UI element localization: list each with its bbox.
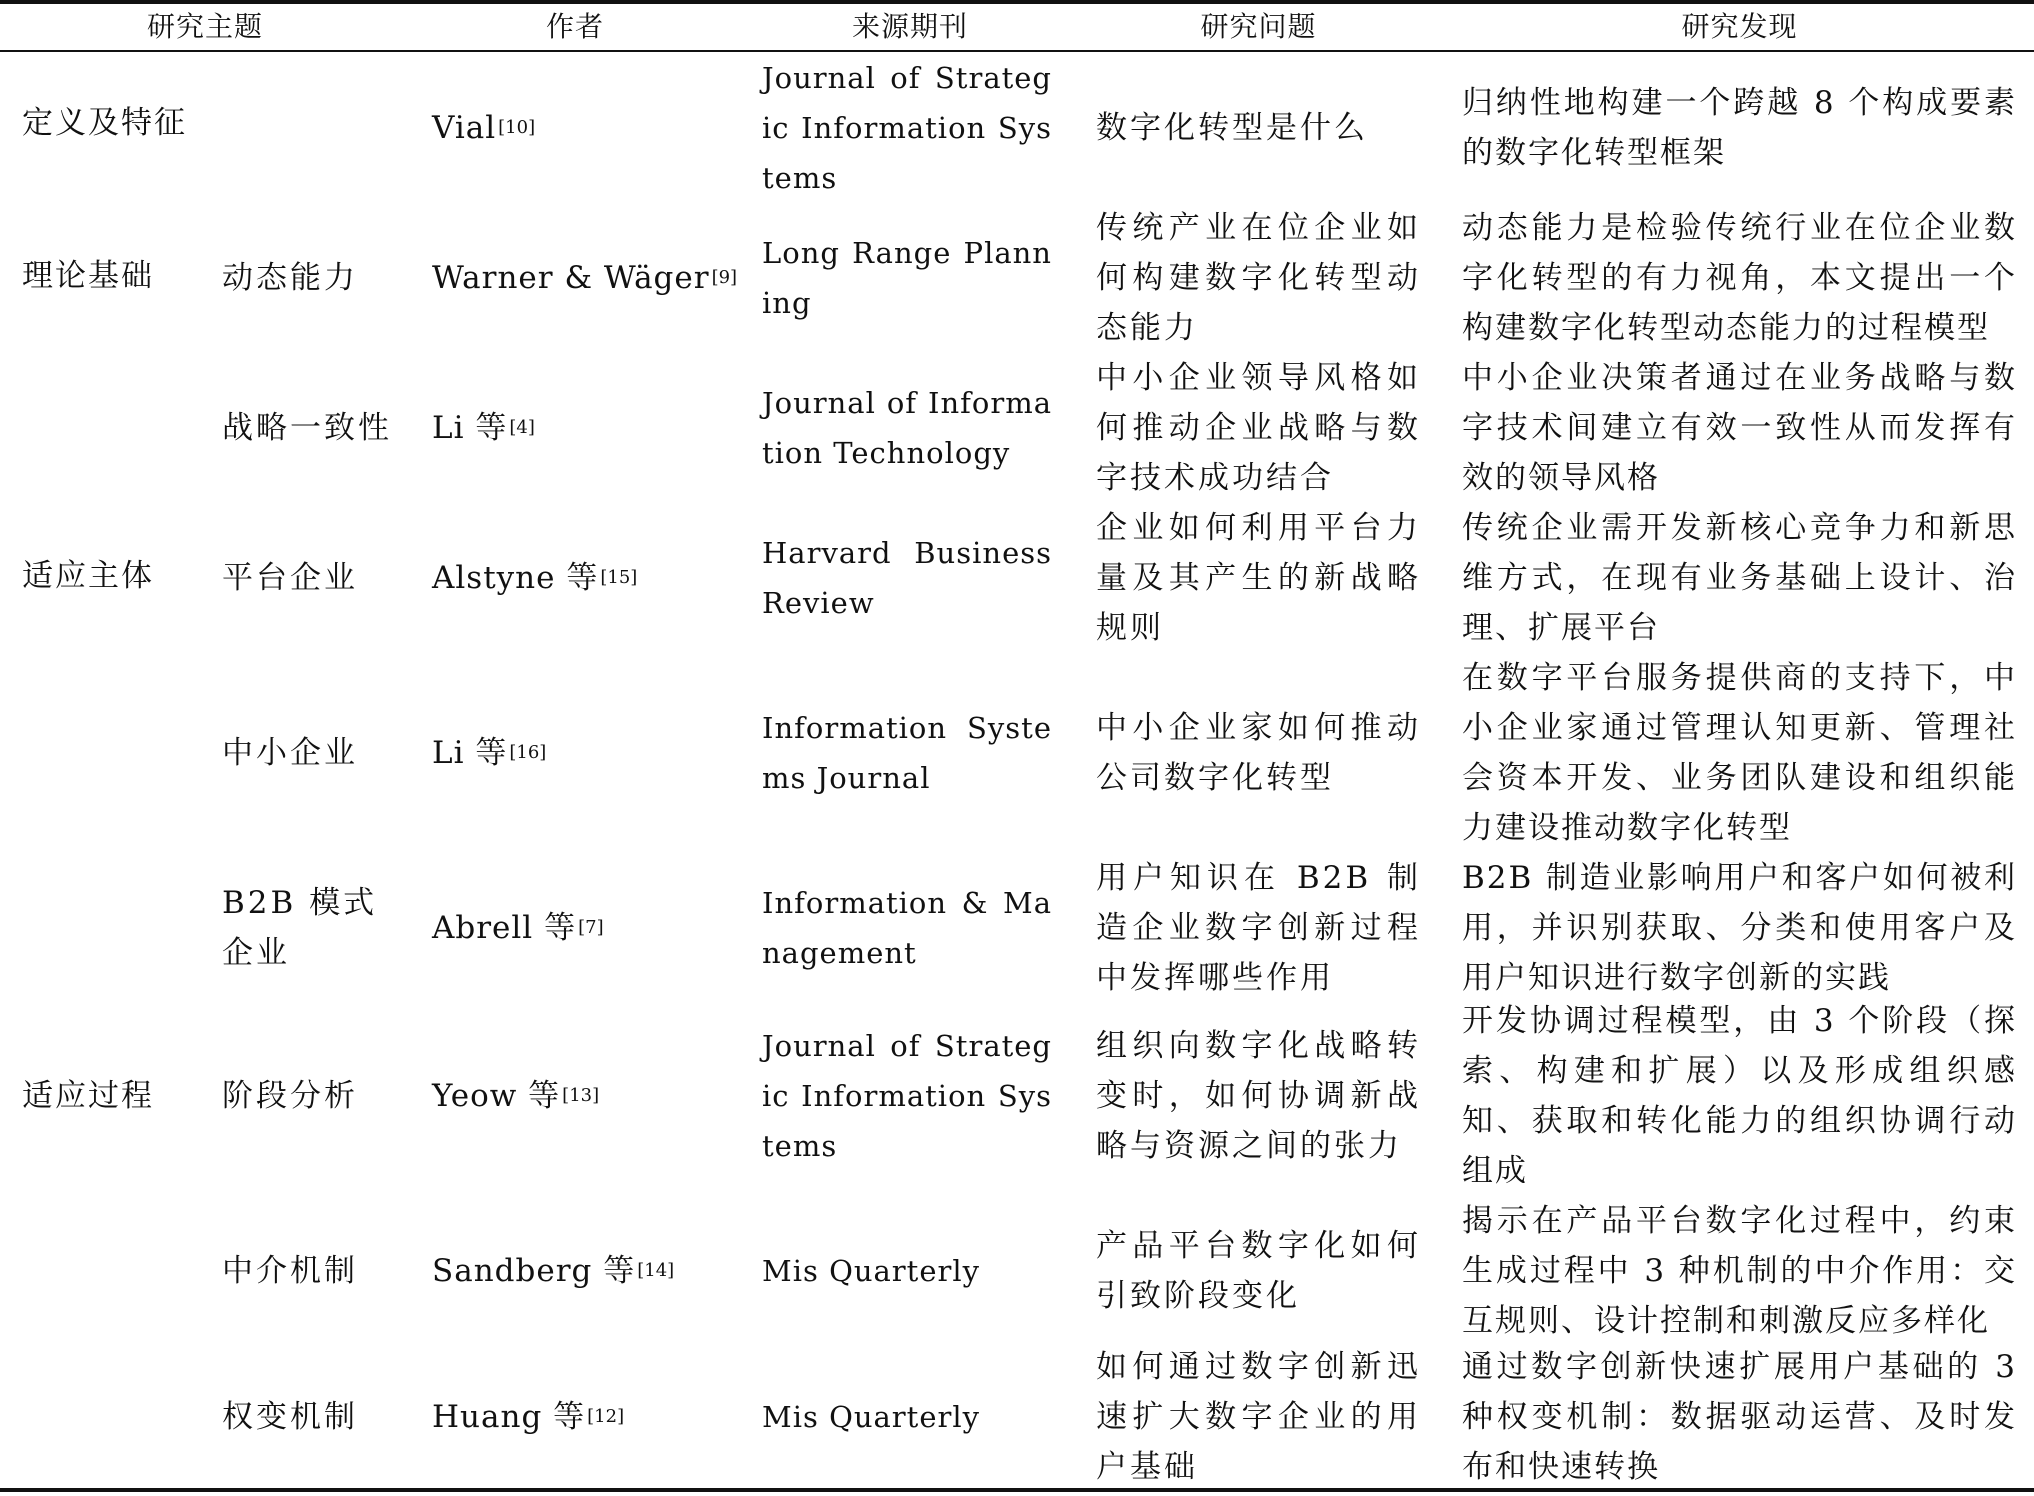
author-name: Li 等: [432, 410, 508, 446]
header-question: 研究问题: [1200, 10, 1317, 43]
author-name: Vial: [432, 110, 497, 146]
citation-ref: [15]: [600, 567, 638, 588]
group-label-theory: 理论基础: [22, 258, 154, 294]
table-row-2-question: 中小企业领导风格如何推动企业战略与数字技术成功结合: [1096, 360, 1421, 496]
table-row-8-source: Mis Quarterly: [762, 1400, 981, 1434]
table-row-5-subtheme: B2B 模式企业: [222, 885, 378, 971]
table-row-1-subtheme: 动态能力: [222, 260, 358, 296]
author-name: Abrell 等: [432, 910, 577, 946]
table-row-4-finding: 在数字平台服务提供商的支持下，中小企业家通过管理认知更新、管理社会资本开发、业务团队建设和组织能力建设推动数字化转型: [1462, 660, 2017, 846]
table-row-6-finding: 开发协调过程模型，由 3 个阶段（探索、构建和扩展）以及形成组织感知、获取和转化能力的组织协调行动组成: [1462, 1003, 2017, 1189]
header-source: 来源期刊: [851, 10, 968, 43]
table-row-0-source: Journal of Strategic Information Systems: [762, 61, 1052, 195]
table-row-5-source: Information & Management: [762, 886, 1052, 970]
table-row-4-source: Information Systems Journal: [762, 711, 1052, 795]
table-row-0-finding: 归纳性地构建一个跨越 8 个构成要素的数字化转型框架: [1462, 85, 2017, 171]
author-name: Huang 等: [432, 1399, 586, 1435]
table-row-5-author: [432, 853, 752, 1003]
table-row-6-source: Journal of Strategic Information Systems: [762, 1029, 1052, 1163]
table-row-0-author: [432, 53, 752, 203]
group-label-process: 适应过程: [22, 1078, 154, 1114]
group-label-definition: 定义及特征: [22, 105, 187, 141]
citation-ref: [13]: [562, 1085, 600, 1106]
table-row-3-source: Harvard Business Review: [762, 536, 1052, 620]
group-label-subject: 适应主体: [22, 558, 154, 594]
author-name: Yeow 等: [432, 1078, 561, 1114]
header-author: 作者: [545, 10, 604, 43]
table-row-7-source: Mis Quarterly: [762, 1254, 981, 1288]
table-row-7-subtheme: 中介机制: [222, 1253, 358, 1289]
table-row-1-author: [432, 203, 752, 353]
table-row-1-finding: 动态能力是检验传统行业在位企业数字化转型的有力视角，本文提出一个构建数字化转型动态能力的过程模型: [1462, 210, 2017, 346]
table-row-8-finding: 通过数字创新快速扩展用户基础的 3 种权变机制：数据驱动运营、及时发布和快速转换: [1462, 1349, 2017, 1485]
header-finding: 研究发现: [1681, 10, 1798, 43]
table-row-3-finding: 传统企业需开发新核心竞争力和新思维方式，在现有业务基础上设计、治理、扩展平台: [1462, 510, 2017, 646]
table-row-5-question: 用户知识在 B2B 制造企业数字创新过程中发挥哪些作用: [1096, 860, 1421, 996]
citation-ref: [12]: [587, 1406, 625, 1427]
author-name: Sandberg 等: [432, 1253, 636, 1289]
author-name: Warner & Wäger: [432, 260, 710, 296]
citation-ref: [9]: [711, 267, 738, 288]
table-row-6-subtheme: 阶段分析: [222, 1078, 358, 1114]
table-row-7-finding: 揭示在产品平台数字化过程中，约束生成过程中 3 种机制的中介作用：交互规则、设计控制和刺激反应多样化: [1462, 1203, 2017, 1339]
table-row-8-subtheme: 权变机制: [222, 1399, 358, 1435]
table-row-7-question: 产品平台数字化如何引致阶段变化: [1096, 1228, 1421, 1314]
citation-ref: [10]: [498, 117, 536, 138]
table-row-4-author: [432, 653, 752, 853]
table-row-3-author: [432, 503, 752, 653]
citation-ref: [14]: [637, 1260, 675, 1281]
table-row-5-finding: B2B 制造业影响用户和客户如何被利用，并识别获取、分类和使用客户及用户知识进行数字创新的实践: [1462, 860, 2017, 996]
citation-ref: [7]: [578, 917, 604, 938]
table-row-2-author: [432, 353, 752, 503]
author-name: Alstyne 等: [432, 560, 599, 596]
table-row-4-subtheme: 中小企业: [222, 735, 358, 771]
table-row-3-subtheme: 平台企业: [222, 560, 358, 596]
header-theme: 研究主题: [146, 10, 263, 43]
citation-ref: [4]: [509, 417, 535, 438]
table-row-8-question: 如何通过数字创新迅速扩大数字企业的用户基础: [1096, 1349, 1421, 1485]
table-row-4-question: 中小企业家如何推动公司数字化转型: [1096, 710, 1421, 796]
author-name: Li 等: [432, 735, 508, 771]
table-row-1-source: Long Range Planning: [762, 236, 1052, 320]
table-row-2-subtheme: 战略一致性: [222, 410, 392, 446]
table-row-3-question: 企业如何利用平台力量及其产生的新战略规则: [1096, 510, 1421, 646]
table-row-8-author: [432, 1346, 752, 1488]
citation-ref: [16]: [509, 742, 547, 763]
table-header-rule: [0, 50, 2034, 52]
table-row-0-question: 数字化转型是什么: [1096, 110, 1368, 146]
table-row-6-author: [432, 1021, 752, 1171]
table-row-6-question: 组织向数字化战略转变时，如何协调新战略与资源之间的张力: [1096, 1028, 1421, 1164]
table-row-2-source: Journal of Information Technology: [762, 386, 1052, 470]
table-row-1-question: 传统产业在位企业如何构建数字化转型动态能力: [1096, 210, 1421, 346]
table-row-7-author: [432, 1196, 752, 1346]
table-row-2-finding: 中小企业决策者通过在业务战略与数字技术间建立有效一致性从而发挥有效的领导风格: [1462, 360, 2017, 496]
